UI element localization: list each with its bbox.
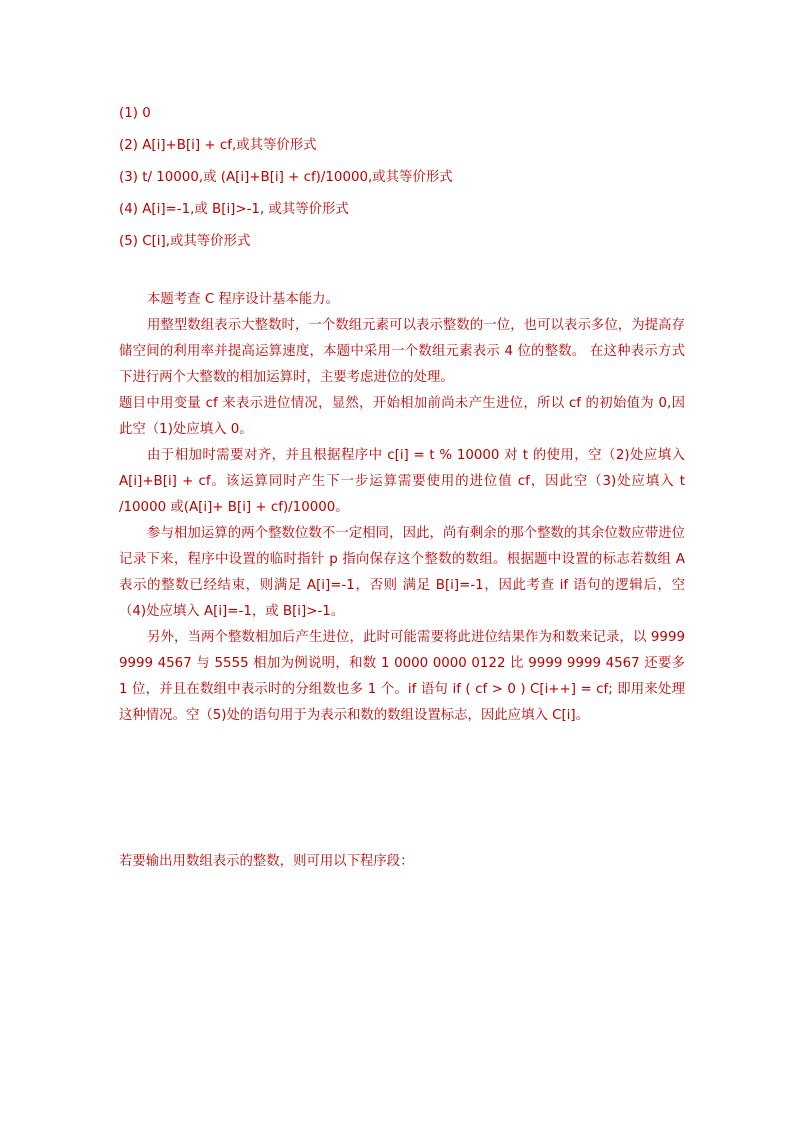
analysis-section [119, 287, 685, 729]
answer-1: (1) 0 [119, 106, 151, 121]
analysis-blank-1: 题目中用变量 cf 来表示进位情况，显然，开始相加前尚未产生进位，所以 cf 的初始值为 0,因此空（1)处应填入 0。 [119, 396, 685, 437]
answer-4: (4) A[i]=-1,或 B[i]>-1, 或其等价形式 [119, 202, 349, 217]
analysis-intro: 本题考查 C 程序设计基本能力。 [147, 292, 339, 307]
analysis-representation: 用整型数组表示大整数时，一个数组元素可以表示整数的一位，也可以表示多位，为提高存储空间的利用率并提高运算速度，本题中采用一个数组元素表示 4 位的整数。 在这种表示方式下进行两个大整数的相加运算时，主要考虑进位的处理。 [119, 318, 685, 385]
answer-3: (3) t/ 10000,或 (A[i]+B[i] + cf)/10000,或其等价形式 [119, 170, 453, 185]
answer-5: (5) C[i],或其等价形式 [119, 234, 251, 249]
analysis-blank-4: 参与相加运算的两个整数位数不一定相同，因此，尚有剩余的那个整数的其余位数应带进位记录下来，程序中设置的临时指针 p 指向保存这个整数的数组。根据题中设置的标志若数组 A 表示的整数已经结束，则满足 A[i]=-1，否则 满足 B[i]=-1，因此考查 if 语句的逻辑后，空（4)处应填入 A[i]=-1，或 B[i]>-1。 [119, 526, 685, 619]
answer-list [119, 104, 699, 264]
analysis-blank-2-3: 由于相加时需要对齐，并且根据程序中 c[i] = t % 10000 对 t 的使用，空（2)处应填入 A[i]+B[i] + cf。该运算同时产生下一步运算需要使用的进位值 cf，因此空（3)处应填入 t /10000 或(A[i]+ B[i] + cf)/10000。 [119, 448, 685, 515]
answer-2: (2) A[i]+B[i] + cf,或其等价形式 [119, 138, 317, 153]
output-instruction: 若要输出用数组表示的整数，则可用以下程序段： [119, 854, 414, 869]
analysis-blank-5: 另外，当两个整数相加后产生进位，此时可能需要将此进位结果作为和数来记录，以 9999 9999 4567 与 5555 相加为例说明，和数 1 0000 0000 0122 比 9999 9999 4567 还要多 1 位，并且在数组中表示时的分组数也多 1 个。if 语句 if ( cf > 0 ) C[i++] = cf; 即用来处理这种情况。空（5)处的语句用于为表示和数的数组设置标志，因此应填入 C[i]。 [119, 630, 685, 723]
